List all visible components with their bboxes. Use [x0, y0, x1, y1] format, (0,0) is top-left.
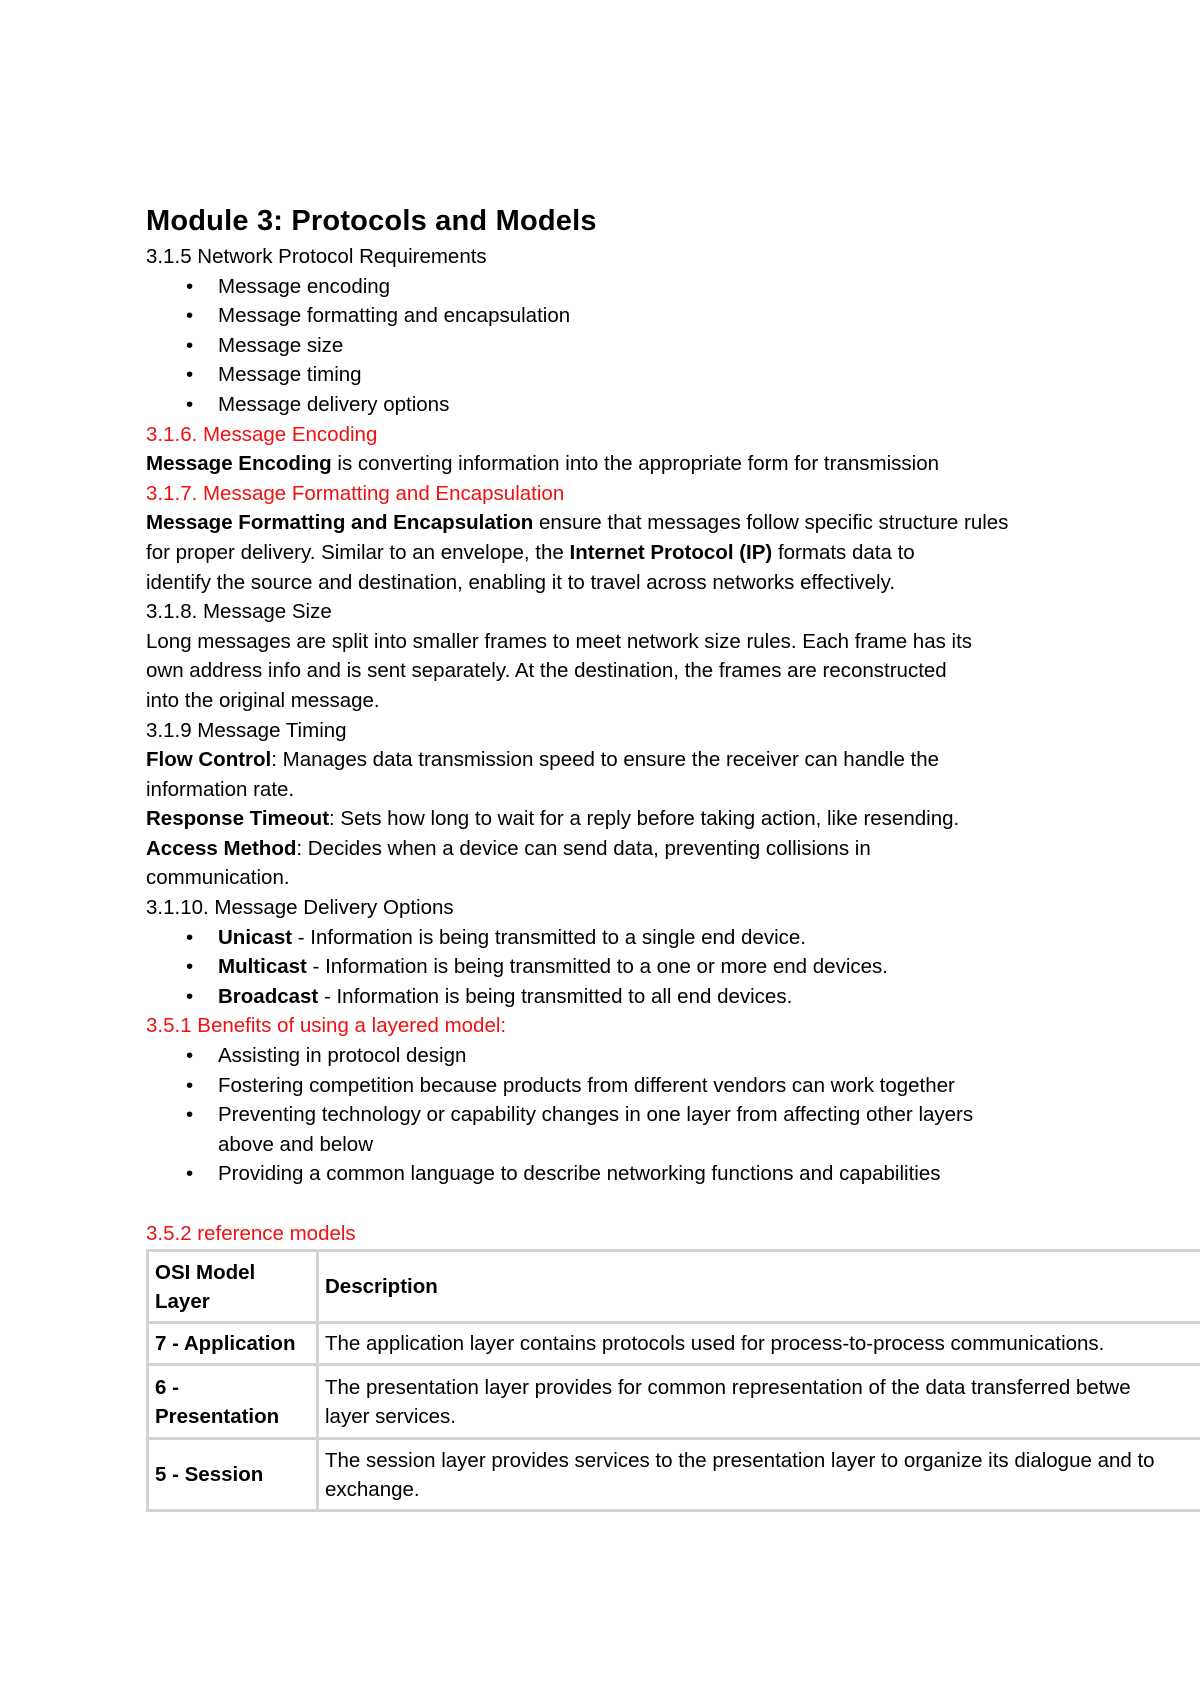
bullet-icon: • [186, 955, 194, 979]
description-cell: The session layer provides services to the presentation layer to organize its dialogue and to exchange. [318, 1439, 1200, 1511]
list-item: • Preventing technology or capability changes in one layer from affecting other layers [146, 1100, 1200, 1130]
bullet-icon: • [186, 363, 194, 387]
paragraph-line: Message Formatting and Encapsulation ensure that messages follow specific structure rules [146, 511, 1009, 535]
paragraph-line: Response Timeout: Sets how long to wait for a reply before taking action, like resending. [146, 807, 960, 831]
list-item: • Message timing [146, 360, 1200, 390]
bullet-icon: • [186, 333, 194, 357]
list-item: • Multicast - Information is being transmitted to a one or more end devices. [146, 952, 1200, 982]
section-heading-3-1-10: 3.1.10. Message Delivery Options [146, 896, 454, 920]
bullet-icon: • [186, 392, 194, 416]
bullet-icon: • [186, 1162, 194, 1186]
bullet-icon: • [186, 1073, 194, 1097]
paragraph-line: into the original message. [146, 688, 380, 712]
list-item: • Broadcast - Information is being transmitted to all end devices. [146, 982, 1200, 1012]
term: Message Encoding [146, 452, 332, 476]
bullet-icon: • [186, 984, 194, 1008]
bullet-icon: • [186, 304, 194, 328]
document-page [146, 200, 1200, 1512]
table-row [148, 1365, 1200, 1439]
table-header-cell: OSI Model Layer [148, 1251, 318, 1323]
layer-cell: 5 - Session [148, 1439, 318, 1511]
term: Flow Control [146, 748, 272, 772]
section-heading-3-1-6: 3.1.6. Message Encoding [146, 422, 378, 446]
list-item: • Providing a common language to describe networking functions and capabilities [146, 1159, 1200, 1189]
section-heading-3-1-8: 3.1.8. Message Size [146, 600, 332, 624]
section-heading-3-1-9: 3.1.9 Message Timing [146, 718, 347, 742]
table-row [148, 1439, 1200, 1511]
list-item: • Message formatting and encapsulation [146, 301, 1200, 331]
bullet-icon: • [186, 925, 194, 949]
delivery-options-list [146, 923, 1200, 1012]
list-item: • Message size [146, 331, 1200, 361]
layered-model-benefits-list [146, 1041, 1200, 1189]
list-item: • Unicast - Information is being transmitted to a single end device. [146, 923, 1200, 953]
list-item: • Assisting in protocol design [146, 1041, 1200, 1071]
paragraph-line: communication. [146, 866, 290, 890]
description-cell: The presentation layer provides for common representation of the data transferred betwe layer services. [318, 1365, 1200, 1439]
paragraph-line: for proper delivery. Similar to an envelope, the Internet Protocol (IP) formats data to [146, 540, 915, 564]
page-title: Module 3: Protocols and Models [146, 205, 597, 237]
description-cell: The application layer contains protocols used for process-to-process communications. [318, 1323, 1200, 1365]
layer-cell: 6 - Presentation [148, 1365, 318, 1439]
term: Response Timeout [146, 807, 330, 831]
section-heading-3-5-1: 3.5.1 Benefits of using a layered model: [146, 1014, 507, 1038]
osi-model-table [146, 1249, 1200, 1512]
table-header-row [148, 1251, 1200, 1323]
list-item: • Message delivery options [146, 390, 1200, 420]
table-header-cell: Description [318, 1251, 1200, 1323]
term: Internet Protocol (IP) [569, 540, 773, 564]
paragraph-line: Flow Control: Manages data transmission speed to ensure the receiver can handle the [146, 748, 940, 772]
bullet-icon: • [186, 1044, 194, 1068]
layer-cell: 7 - Application [148, 1323, 318, 1365]
list-item: • Message encoding [146, 272, 1200, 302]
term: Access Method [146, 836, 297, 860]
table-row [148, 1323, 1200, 1365]
paragraph-line: Access Method: Decides when a device can send data, preventing collisions in [146, 836, 871, 860]
spacer [146, 1189, 1200, 1219]
section-heading-3-5-2: 3.5.2 reference models [146, 1221, 356, 1245]
bullet-icon: • [186, 1103, 194, 1127]
list-item-continuation: above and below [218, 1132, 374, 1156]
list-item: • Fostering competition because products from different vendors can work together [146, 1071, 1200, 1101]
message-encoding-definition: Message Encoding is converting information into the appropriate form for transmission [146, 452, 939, 476]
protocol-requirements-list [146, 272, 1200, 420]
paragraph-line: information rate. [146, 777, 295, 801]
paragraph-line: Long messages are split into smaller frames to meet network size rules. Each frame has its [146, 629, 973, 653]
term: Message Formatting and Encapsulation [146, 511, 534, 535]
paragraph-line: identify the source and destination, enabling it to travel across networks effectively. [146, 570, 896, 594]
bullet-icon: • [186, 274, 194, 298]
section-heading-3-1-7: 3.1.7. Message Formatting and Encapsulation [146, 481, 565, 505]
paragraph-line: own address info and is sent separately. At the destination, the frames are reconstructed [146, 659, 947, 683]
section-heading-3-1-5: 3.1.5 Network Protocol Requirements [146, 245, 487, 268]
